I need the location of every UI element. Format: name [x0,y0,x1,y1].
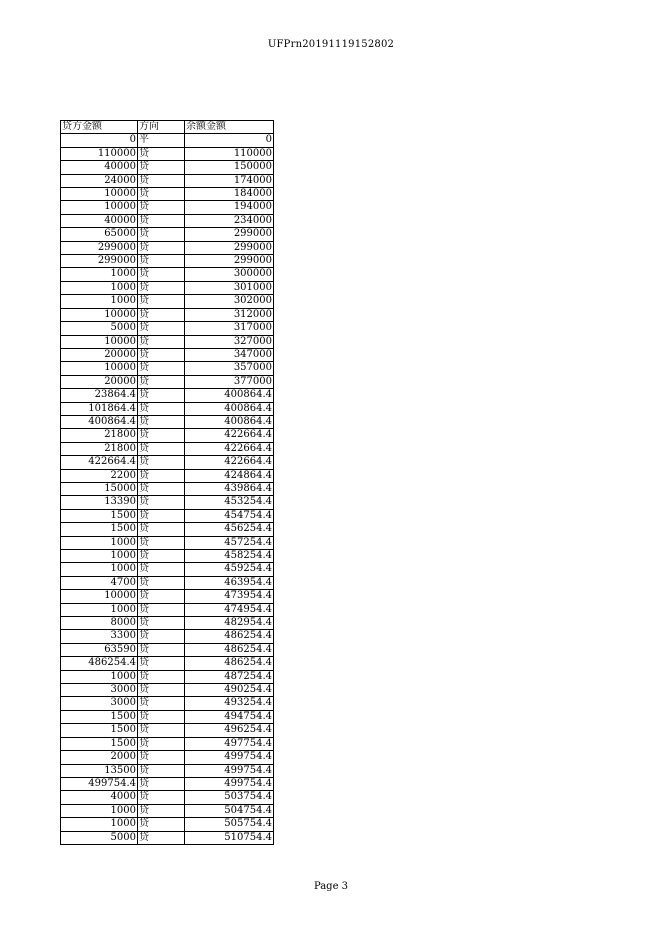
table-row [61,643,274,656]
credit-amount-cell: 3000 [61,684,138,697]
direction-cell: 贷 [138,335,185,348]
direction-cell: 贷 [138,777,185,790]
table-row [61,509,274,522]
table-row [61,362,274,375]
direction-cell: 贷 [138,603,185,616]
balance-amount-cell: 357000 [185,362,274,375]
table-header-row [61,121,274,134]
table-row [61,442,274,455]
direction-cell: 贷 [138,429,185,442]
credit-amount-cell: 23864.4 [61,389,138,402]
table-row [61,523,274,536]
balance-amount-cell: 184000 [185,188,274,201]
balance-amount-cell: 422664.4 [185,456,274,469]
table-row [61,322,274,335]
balance-amount-cell: 490254.4 [185,684,274,697]
credit-amount-cell: 1500 [61,523,138,536]
table-row [61,710,274,723]
credit-amount-cell: 1000 [61,550,138,563]
column-header-balance-amount: 余额金额 [185,121,274,134]
balance-amount-cell: 463954.4 [185,576,274,589]
direction-cell: 贷 [138,509,185,522]
table-row [61,134,274,147]
table-row [61,375,274,388]
table-row [61,724,274,737]
table-row [61,228,274,241]
direction-cell: 贷 [138,442,185,455]
table-row [61,469,274,482]
direction-cell: 贷 [138,281,185,294]
balance-amount-cell: 493254.4 [185,697,274,710]
credit-amount-cell: 4000 [61,791,138,804]
column-header-credit-amount: 贷方金额 [61,121,138,134]
credit-amount-cell: 1000 [61,295,138,308]
balance-amount-cell: 400864.4 [185,415,274,428]
direction-cell: 贷 [138,737,185,750]
balance-amount-cell: 486254.4 [185,643,274,656]
balance-amount-cell: 317000 [185,322,274,335]
credit-amount-cell: 3000 [61,697,138,710]
direction-cell: 贷 [138,563,185,576]
table-row [61,737,274,750]
credit-amount-cell: 10000 [61,590,138,603]
balance-amount-cell: 457254.4 [185,536,274,549]
table-row [61,818,274,831]
credit-amount-cell: 10000 [61,362,138,375]
direction-cell: 贷 [138,375,185,388]
direction-cell: 贷 [138,764,185,777]
credit-amount-cell: 299000 [61,241,138,254]
balance-amount-cell: 497754.4 [185,737,274,750]
credit-amount-cell: 40000 [61,161,138,174]
table-row [61,456,274,469]
credit-amount-cell: 400864.4 [61,415,138,428]
balance-amount-cell: 499754.4 [185,777,274,790]
balance-amount-cell: 424864.4 [185,469,274,482]
direction-cell: 贷 [138,643,185,656]
credit-amount-cell: 422664.4 [61,456,138,469]
credit-amount-cell: 1000 [61,536,138,549]
direction-cell: 贷 [138,389,185,402]
table-row [61,670,274,683]
direction-cell: 贷 [138,362,185,375]
credit-amount-cell: 20000 [61,375,138,388]
balance-amount-cell: 300000 [185,268,274,281]
direction-cell: 贷 [138,188,185,201]
direction-cell: 贷 [138,791,185,804]
balance-amount-cell: 499754.4 [185,764,274,777]
table-row [61,657,274,670]
credit-amount-cell: 1500 [61,509,138,522]
balance-amount-cell: 299000 [185,241,274,254]
direction-cell: 贷 [138,536,185,549]
balance-amount-cell: 299000 [185,228,274,241]
balance-amount-cell: 312000 [185,308,274,321]
balance-amount-cell: 377000 [185,375,274,388]
direction-cell: 贷 [138,576,185,589]
credit-amount-cell: 1500 [61,737,138,750]
table-row [61,603,274,616]
table-row [61,576,274,589]
table-row [61,295,274,308]
balance-amount-cell: 439864.4 [185,482,274,495]
balance-amount-cell: 494754.4 [185,710,274,723]
direction-cell: 平 [138,134,185,147]
balance-amount-cell: 458254.4 [185,550,274,563]
balance-amount-cell: 474954.4 [185,603,274,616]
credit-amount-cell: 4700 [61,576,138,589]
balance-amount-cell: 194000 [185,201,274,214]
balance-amount-cell: 422664.4 [185,429,274,442]
table-row [61,831,274,844]
balance-amount-cell: 302000 [185,295,274,308]
credit-amount-cell: 1000 [61,281,138,294]
table-row [61,415,274,428]
balance-amount-cell: 234000 [185,214,274,227]
column-header-direction: 方向 [138,121,185,134]
credit-amount-cell: 2200 [61,469,138,482]
balance-amount-cell: 453254.4 [185,496,274,509]
credit-amount-cell: 1000 [61,804,138,817]
credit-amount-cell: 5000 [61,831,138,844]
credit-amount-cell: 101864.4 [61,402,138,415]
table-row [61,751,274,764]
credit-amount-cell: 20000 [61,348,138,361]
balance-amount-cell: 482954.4 [185,617,274,630]
credit-amount-cell: 10000 [61,308,138,321]
table-row [61,255,274,268]
credit-amount-cell: 21800 [61,442,138,455]
direction-cell: 贷 [138,523,185,536]
direction-cell: 贷 [138,710,185,723]
balance-amount-cell: 150000 [185,161,274,174]
direction-cell: 贷 [138,174,185,187]
credit-amount-cell: 13500 [61,764,138,777]
direction-cell: 贷 [138,295,185,308]
balance-amount-cell: 0 [185,134,274,147]
credit-amount-cell: 40000 [61,214,138,227]
balance-amount-cell: 422664.4 [185,442,274,455]
direction-cell: 贷 [138,268,185,281]
table-row [61,335,274,348]
direction-cell: 贷 [138,255,185,268]
credit-amount-cell: 10000 [61,201,138,214]
balance-amount-cell: 504754.4 [185,804,274,817]
direction-cell: 贷 [138,818,185,831]
direction-cell: 贷 [138,724,185,737]
balance-amount-cell: 327000 [185,335,274,348]
balance-amount-cell: 459254.4 [185,563,274,576]
table-row [61,482,274,495]
direction-cell: 贷 [138,214,185,227]
table-row [61,684,274,697]
table-row [61,308,274,321]
direction-cell: 贷 [138,804,185,817]
credit-amount-cell: 1500 [61,710,138,723]
credit-amount-cell: 5000 [61,322,138,335]
credit-amount-cell: 1000 [61,563,138,576]
table-row [61,697,274,710]
direction-cell: 贷 [138,402,185,415]
direction-cell: 贷 [138,670,185,683]
balance-amount-cell: 487254.4 [185,670,274,683]
direction-cell: 贷 [138,657,185,670]
table-row [61,201,274,214]
direction-cell: 贷 [138,617,185,630]
credit-amount-cell: 10000 [61,188,138,201]
balance-amount-cell: 486254.4 [185,630,274,643]
page-footer: Page 3 [313,881,349,892]
table-row [61,630,274,643]
page-header: UFPrn20191119152802 [267,39,395,50]
credit-amount-cell: 3300 [61,630,138,643]
balance-amount-cell: 299000 [185,255,274,268]
table-row [61,764,274,777]
table-row [61,617,274,630]
table-row [61,147,274,160]
balance-amount-cell: 454754.4 [185,509,274,522]
balance-amount-cell: 503754.4 [185,791,274,804]
direction-cell: 贷 [138,348,185,361]
direction-cell: 贷 [138,201,185,214]
credit-amount-cell: 486254.4 [61,657,138,670]
direction-cell: 贷 [138,308,185,321]
balance-amount-cell: 499754.4 [185,751,274,764]
balance-amount-cell: 174000 [185,174,274,187]
direction-cell: 贷 [138,241,185,254]
balance-amount-cell: 496254.4 [185,724,274,737]
balance-amount-cell: 510754.4 [185,831,274,844]
table-row [61,777,274,790]
credit-amount-cell: 65000 [61,228,138,241]
balance-amount-cell: 486254.4 [185,657,274,670]
table-row [61,536,274,549]
credit-amount-cell: 1000 [61,268,138,281]
credit-amount-cell: 8000 [61,617,138,630]
table-row [61,550,274,563]
table-row [61,241,274,254]
credit-amount-cell: 21800 [61,429,138,442]
direction-cell: 贷 [138,496,185,509]
credit-amount-cell: 1000 [61,670,138,683]
balance-amount-cell: 347000 [185,348,274,361]
table-row [61,161,274,174]
direction-cell: 贷 [138,751,185,764]
balance-amount-cell: 473954.4 [185,590,274,603]
table-row [61,563,274,576]
table-row [61,590,274,603]
direction-cell: 贷 [138,147,185,160]
credit-amount-cell: 63590 [61,643,138,656]
table-row [61,402,274,415]
table-row [61,174,274,187]
table-row [61,429,274,442]
ledger-table [60,120,274,845]
table-row [61,188,274,201]
table-row [61,496,274,509]
balance-amount-cell: 110000 [185,147,274,160]
direction-cell: 贷 [138,456,185,469]
direction-cell: 贷 [138,415,185,428]
direction-cell: 贷 [138,161,185,174]
credit-amount-cell: 0 [61,134,138,147]
balance-amount-cell: 400864.4 [185,402,274,415]
direction-cell: 贷 [138,590,185,603]
direction-cell: 贷 [138,228,185,241]
credit-amount-cell: 1500 [61,724,138,737]
table-row [61,804,274,817]
credit-amount-cell: 2000 [61,751,138,764]
direction-cell: 贷 [138,322,185,335]
credit-amount-cell: 110000 [61,147,138,160]
balance-amount-cell: 301000 [185,281,274,294]
table-row [61,214,274,227]
credit-amount-cell: 1000 [61,818,138,831]
balance-amount-cell: 505754.4 [185,818,274,831]
credit-amount-cell: 13390 [61,496,138,509]
direction-cell: 贷 [138,831,185,844]
credit-amount-cell: 10000 [61,335,138,348]
direction-cell: 贷 [138,469,185,482]
direction-cell: 贷 [138,630,185,643]
balance-amount-cell: 456254.4 [185,523,274,536]
ledger-table-body [61,134,274,845]
credit-amount-cell: 299000 [61,255,138,268]
direction-cell: 贷 [138,550,185,563]
table-row [61,281,274,294]
credit-amount-cell: 15000 [61,482,138,495]
credit-amount-cell: 24000 [61,174,138,187]
table-row [61,268,274,281]
table-row [61,348,274,361]
direction-cell: 贷 [138,684,185,697]
direction-cell: 贷 [138,697,185,710]
balance-amount-cell: 400864.4 [185,389,274,402]
table-row [61,791,274,804]
credit-amount-cell: 1000 [61,603,138,616]
credit-amount-cell: 499754.4 [61,777,138,790]
direction-cell: 贷 [138,482,185,495]
table-row [61,389,274,402]
